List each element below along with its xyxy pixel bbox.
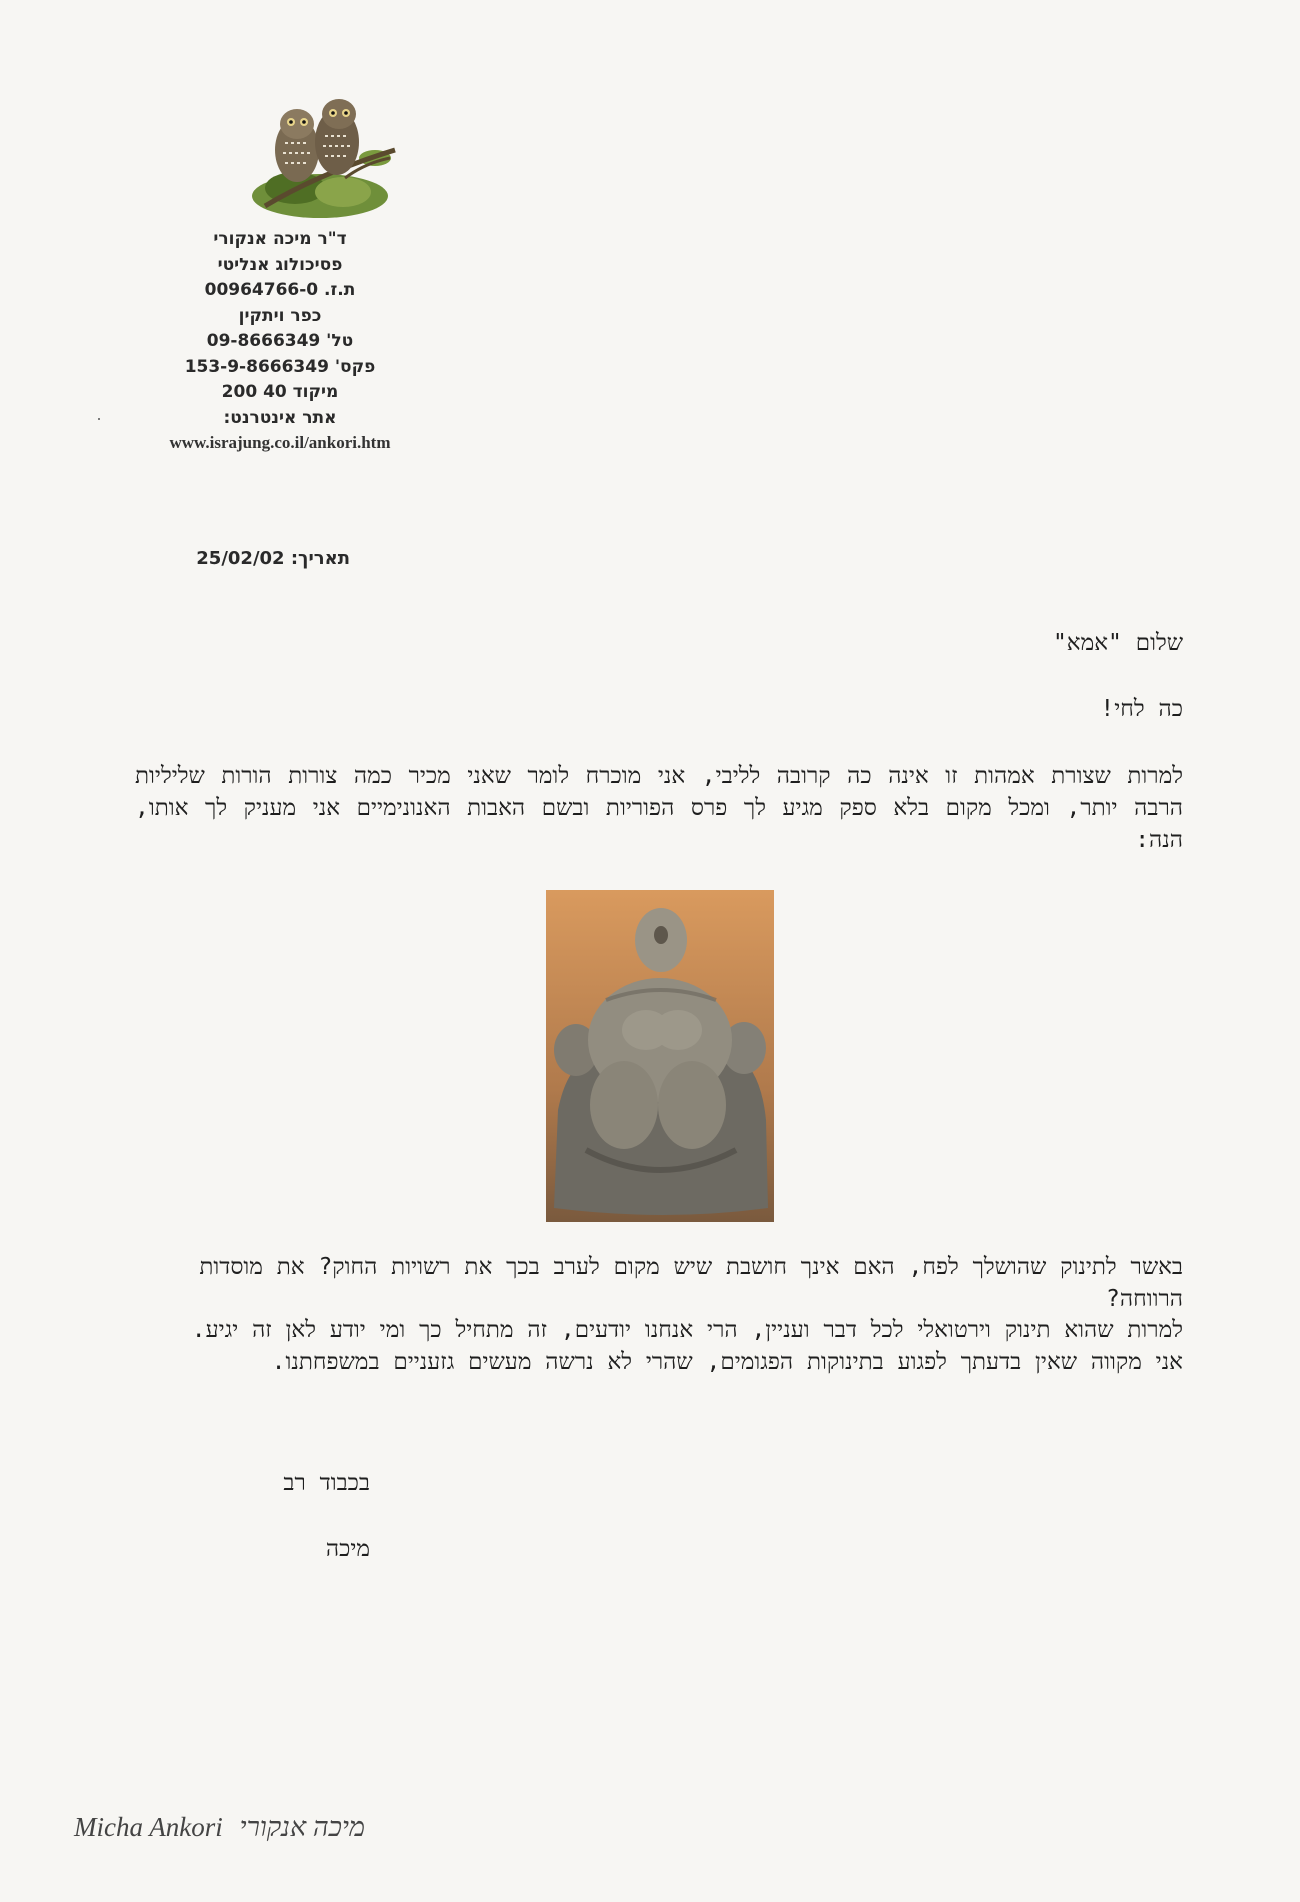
paragraph-2-line-1: באשר לתינוק שהושלך לפח, האם אינך חושבת שיש מקום לערב בכך את רשויות החוק? את מוסדות הרווחה?: [199, 1254, 1183, 1312]
letterhead-name: ד"ר מיכה אנקורי: [213, 229, 347, 249]
letter-greeting: שלום "אמא": [1052, 630, 1183, 656]
letterhead-phone: טל' 09-8666349: [206, 331, 354, 351]
letterhead-contact-block: [130, 227, 430, 431]
paragraph-2-line-3: אני מקווה שאין בדעתך לפגוע בתינוקות הפגומים, שהרי לא נרשה מעשים גזעניים במשפחתנו.: [271, 1348, 1183, 1375]
date-label: תאריך:: [290, 548, 350, 569]
footer-name-hebrew: מיכה אנקורי: [239, 1812, 366, 1842]
letterhead-profession: פסיכולוג אנליטי: [217, 254, 343, 275]
letter-date: [170, 548, 350, 569]
letterhead-website-label: אתר אינטרנט:: [223, 407, 337, 428]
paragraph-2-line-2: למרות שהוא תינוק וירטואלי לכל דבר ועניין, הרי אנחנו יודעים, זה מתחיל כך ומי יודע לאן זה יגיע.: [191, 1317, 1183, 1343]
letterhead-website-url: www.israjung.co.il/ankori.htm: [169, 433, 391, 452]
paper-speck: [98, 418, 100, 420]
letter-paragraph-1: למרות שצורת אמהות זו אינה כה קרובה לליבי, אני מוכרח לומר שאני מכיר כמה צורות הורות שליליות הרבה יותר, ומכל מקום בלא ספק מגיע לך פרס הפוריות ובשם האבות האנונימיים אני מעניק לך אותו, הנה:: [135, 763, 1183, 853]
letter-closing: בכבוד רב: [283, 1470, 370, 1496]
date-value: 25/02/02: [196, 548, 285, 569]
letterhead-town: כפר ויתקין: [238, 305, 322, 326]
letter-signature: מיכה: [325, 1536, 370, 1562]
seated-figurine-photo: [546, 890, 774, 1222]
letterhead-zip: מיקוד 40 200: [221, 382, 339, 402]
letter-toast: כה לחי!: [1100, 696, 1183, 722]
letterhead-fax: פקס' 153-9-8666349: [184, 356, 376, 377]
footer-name-english: Micha Ankori: [74, 1812, 223, 1842]
owls-on-branch-icon: [225, 88, 415, 223]
letterhead-id: ת.ז. 00964766-0: [204, 280, 356, 300]
letterhead: [130, 88, 430, 453]
letter-paragraph-2: [135, 1252, 1183, 1378]
footer-signature: [74, 1812, 414, 1843]
